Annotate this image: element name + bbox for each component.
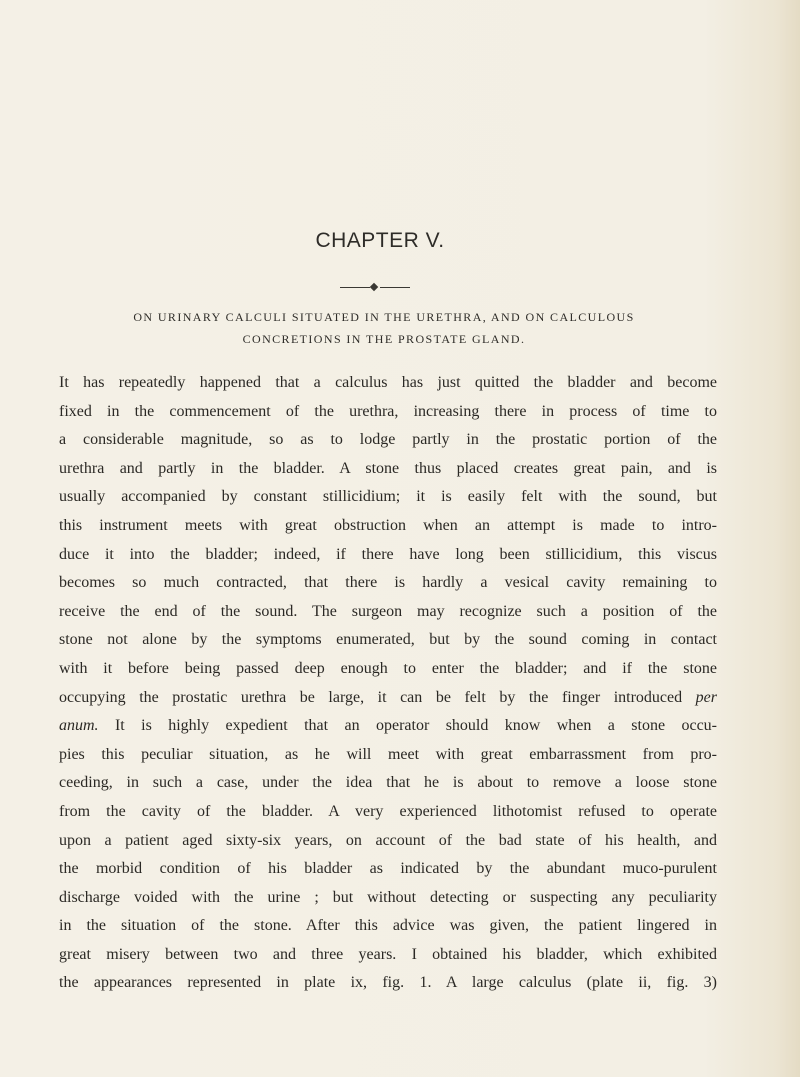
body-line-17: upon a patient aged sixty-six years, on account of the bad state of his health, and: [59, 831, 717, 849]
body-line-20: in the situation of the stone. After this advice was given, the patient lingered in: [59, 917, 717, 935]
italic-per: per: [695, 688, 717, 706]
body-line-19: discharge voided with the urine ; but without detecting or suspecting any peculiarity: [59, 888, 717, 906]
body-line-18: the morbid condition of his bladder as indicated by the abundant muco-purulent: [59, 860, 717, 878]
body-line-21: great misery between two and three years. I obtained his bladder, which exhibited: [59, 945, 717, 963]
chapter-subtitle: [60, 306, 708, 350]
ornament-divider: [340, 283, 410, 293]
body-line-1: [59, 369, 717, 398]
opening-word: It: [59, 374, 69, 391]
body-line-10: stone not alone by the symptoms enumerated, but by the sound coming in contact: [59, 631, 717, 649]
body-line-11: with it before being passed deep enough to enter the bladder; and if the stone: [59, 659, 717, 677]
body-line-12: [59, 684, 717, 713]
body-line-13-rest: It is highly expedient that an operator should know when a stone occu-: [98, 717, 717, 735]
body-line-5: usually accompanied by constant stillicidium; it is easily felt with the sound, but: [59, 488, 717, 506]
body-line-4: urethra and partly in the bladder. A stone thus placed creates great pain, and is: [59, 459, 717, 477]
body-line-12-main: occupying the prostatic urethra be large, it can be felt by the finger introduced: [59, 688, 696, 706]
body-line-22: the appearances represented in plate ix, fig. 1. A large calculus (plate ii, fig. 3): [59, 974, 717, 992]
subtitle-line-2: CONCRETIONS IN THE PROSTATE GLAND.: [242, 332, 526, 346]
body-line-8: becomes so much contracted, that there is hardly a vesical cavity remaining to: [59, 574, 717, 592]
body-line-7: duce it into the bladder; indeed, if there have long been stillicidium, this viscus: [59, 545, 717, 563]
body-line-13: [59, 712, 717, 741]
chapter-title: CHAPTER V.: [315, 229, 445, 252]
body-paragraph: [59, 369, 717, 998]
italic-anum: anum.: [59, 717, 99, 735]
body-line-3: a considerable magnitude, so as to lodge partly in the prostatic portion of the: [59, 431, 717, 449]
body-line-2: fixed in the commencement of the urethra, increasing there in process of time to: [59, 402, 717, 420]
subtitle-line-1: ON URINARY CALCULI SITUATED IN THE URETHRA, AND ON CALCULOUS: [133, 310, 635, 324]
body-line-1-rest: has repeatedly happened that a calculus has just quitted the bladder and become: [68, 374, 717, 391]
body-line-14: pies this peculiar situation, as he will meet with great embarrassment from pro-: [59, 745, 717, 763]
ornament-line-left: [340, 287, 370, 288]
body-line-9: receive the end of the sound. The surgeon may recognize such a position of the: [59, 602, 717, 620]
ornament-line-right: [380, 287, 410, 288]
diamond-icon: [370, 283, 378, 291]
body-line-16: from the cavity of the bladder. A very experienced lithotomist refused to operate: [59, 802, 717, 820]
body-line-6: this instrument meets with great obstruction when an attempt is made to intro-: [59, 516, 717, 534]
body-line-15: ceeding, in such a case, under the idea that he is about to remove a loose stone: [59, 774, 717, 792]
